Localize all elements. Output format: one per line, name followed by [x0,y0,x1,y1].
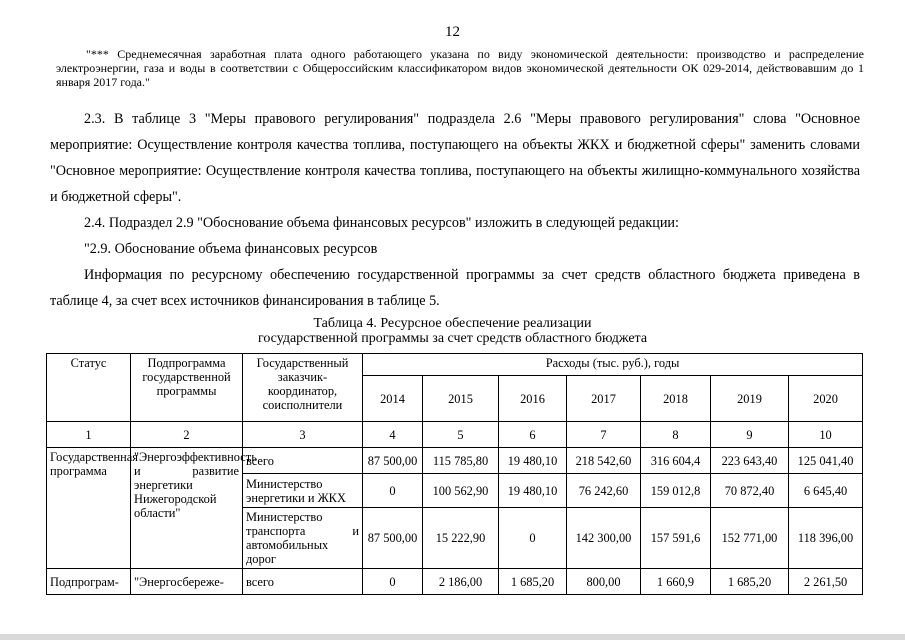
row-customer: всего [243,569,363,595]
table-caption-line-1: Таблица 4. Ресурсное обеспечение реализации [313,316,592,331]
year-2014: 2014 [363,376,423,422]
value-cell: 2 186,00 [423,569,499,595]
value-cell: 800,00 [567,569,641,595]
value-cell: 6 645,40 [789,474,863,508]
year-2017: 2017 [567,376,641,422]
value-cell: 159 012,8 [641,474,711,508]
value-cell: 316 604,4 [641,448,711,474]
table-row [47,448,863,474]
col-number: 10 [789,422,863,448]
paragraph-2-9-heading: "2.9. Обоснование объема финансовых ресурсов [84,241,378,257]
value-cell: 87 500,00 [363,448,423,474]
col-number: 4 [363,422,423,448]
value-cell: 19 480,10 [499,474,567,508]
column-number-row [47,422,863,448]
row-customer: Министерство транспорта и автомобильных дорог [243,508,363,569]
value-cell: 125 041,40 [789,448,863,474]
header-subprogram: Подпрограмма государственной программы [131,354,243,422]
value-cell: 2 261,50 [789,569,863,595]
header-customer: Государственный заказчик-координатор, соисполнители [243,354,363,422]
year-2020: 2020 [789,376,863,422]
paragraph-info: Информация по ресурсному обеспечению государственной программы за счет средств областного бюджета приведена в таблице 4, за счет всех источников финансирования в таблице 5. [50,267,860,309]
row-status: Подпрограм- [47,569,131,595]
col-number: 1 [47,422,131,448]
header-expenses: Расходы (тыс. руб.), годы [363,354,863,376]
table-caption [0,316,905,346]
value-cell: 0 [363,474,423,508]
value-cell: 76 242,60 [567,474,641,508]
year-2016: 2016 [499,376,567,422]
value-cell: 15 222,90 [423,508,499,569]
year-2018: 2018 [641,376,711,422]
col-number: 3 [243,422,363,448]
value-cell: 115 785,80 [423,448,499,474]
row-customer: Министерство энергетики и ЖКХ [243,474,363,508]
value-cell: 218 542,60 [567,448,641,474]
col-number: 9 [711,422,789,448]
paragraph-2-3: 2.3. В таблице 3 "Меры правового регулирования" подраздела 2.6 "Меры правового регулирования" слова "Основное мероприятие: Осуществление контроля качества топлива, поступающего на объекты ЖКХ и бюджетной сферы" заменить словами "Основное мероприятие: Осуществление контроля качества топлива, поступающего на объекты жилищно-коммунального хозяйства и бюджетной сферы". [50,111,860,205]
value-cell: 1 685,20 [499,569,567,595]
value-cell: 0 [363,569,423,595]
value-cell: 118 396,00 [789,508,863,569]
col-number: 2 [131,422,243,448]
table-row [47,569,863,595]
value-cell: 19 480,10 [499,448,567,474]
table-caption-line-2: государственной программы за счет средств областного бюджета [257,331,648,346]
row-subprogram: "Энергоэффективность и развитие энергетики Нижегородской области" [131,448,243,569]
resource-table [46,353,863,595]
col-number: 6 [499,422,567,448]
header-status: Статус [47,354,131,422]
col-number: 7 [567,422,641,448]
value-cell: 157 591,6 [641,508,711,569]
col-number: 8 [641,422,711,448]
value-cell: 223 643,40 [711,448,789,474]
paragraph-2-4: 2.4. Подраздел 2.9 "Обоснование объема финансовых ресурсов" изложить в следующей редакции: [84,215,679,231]
year-2019: 2019 [711,376,789,422]
page-number: 12 [445,24,460,40]
value-cell: 152 771,00 [711,508,789,569]
page-bottom-edge [0,634,905,640]
value-cell: 0 [499,508,567,569]
row-status: Государственная программа [47,448,131,569]
value-cell: 1 660,9 [641,569,711,595]
value-cell: 1 685,20 [711,569,789,595]
row-customer: всего [243,448,363,474]
value-cell: 142 300,00 [567,508,641,569]
footnote: "*** Среднемесячная заработная плата одного работающего указана по виду экономической деятельности: производство и распределение электроэнергии, газа и воды в соответствии с Общероссийским классификатором видов экономической деятельности ОК 029-2014, действовавшим до 1 января 2017 года." [56,47,864,89]
year-2015: 2015 [423,376,499,422]
col-number: 5 [423,422,499,448]
value-cell: 100 562,90 [423,474,499,508]
row-subprogram: "Энергосбереже- [131,569,243,595]
value-cell: 87 500,00 [363,508,423,569]
value-cell: 70 872,40 [711,474,789,508]
